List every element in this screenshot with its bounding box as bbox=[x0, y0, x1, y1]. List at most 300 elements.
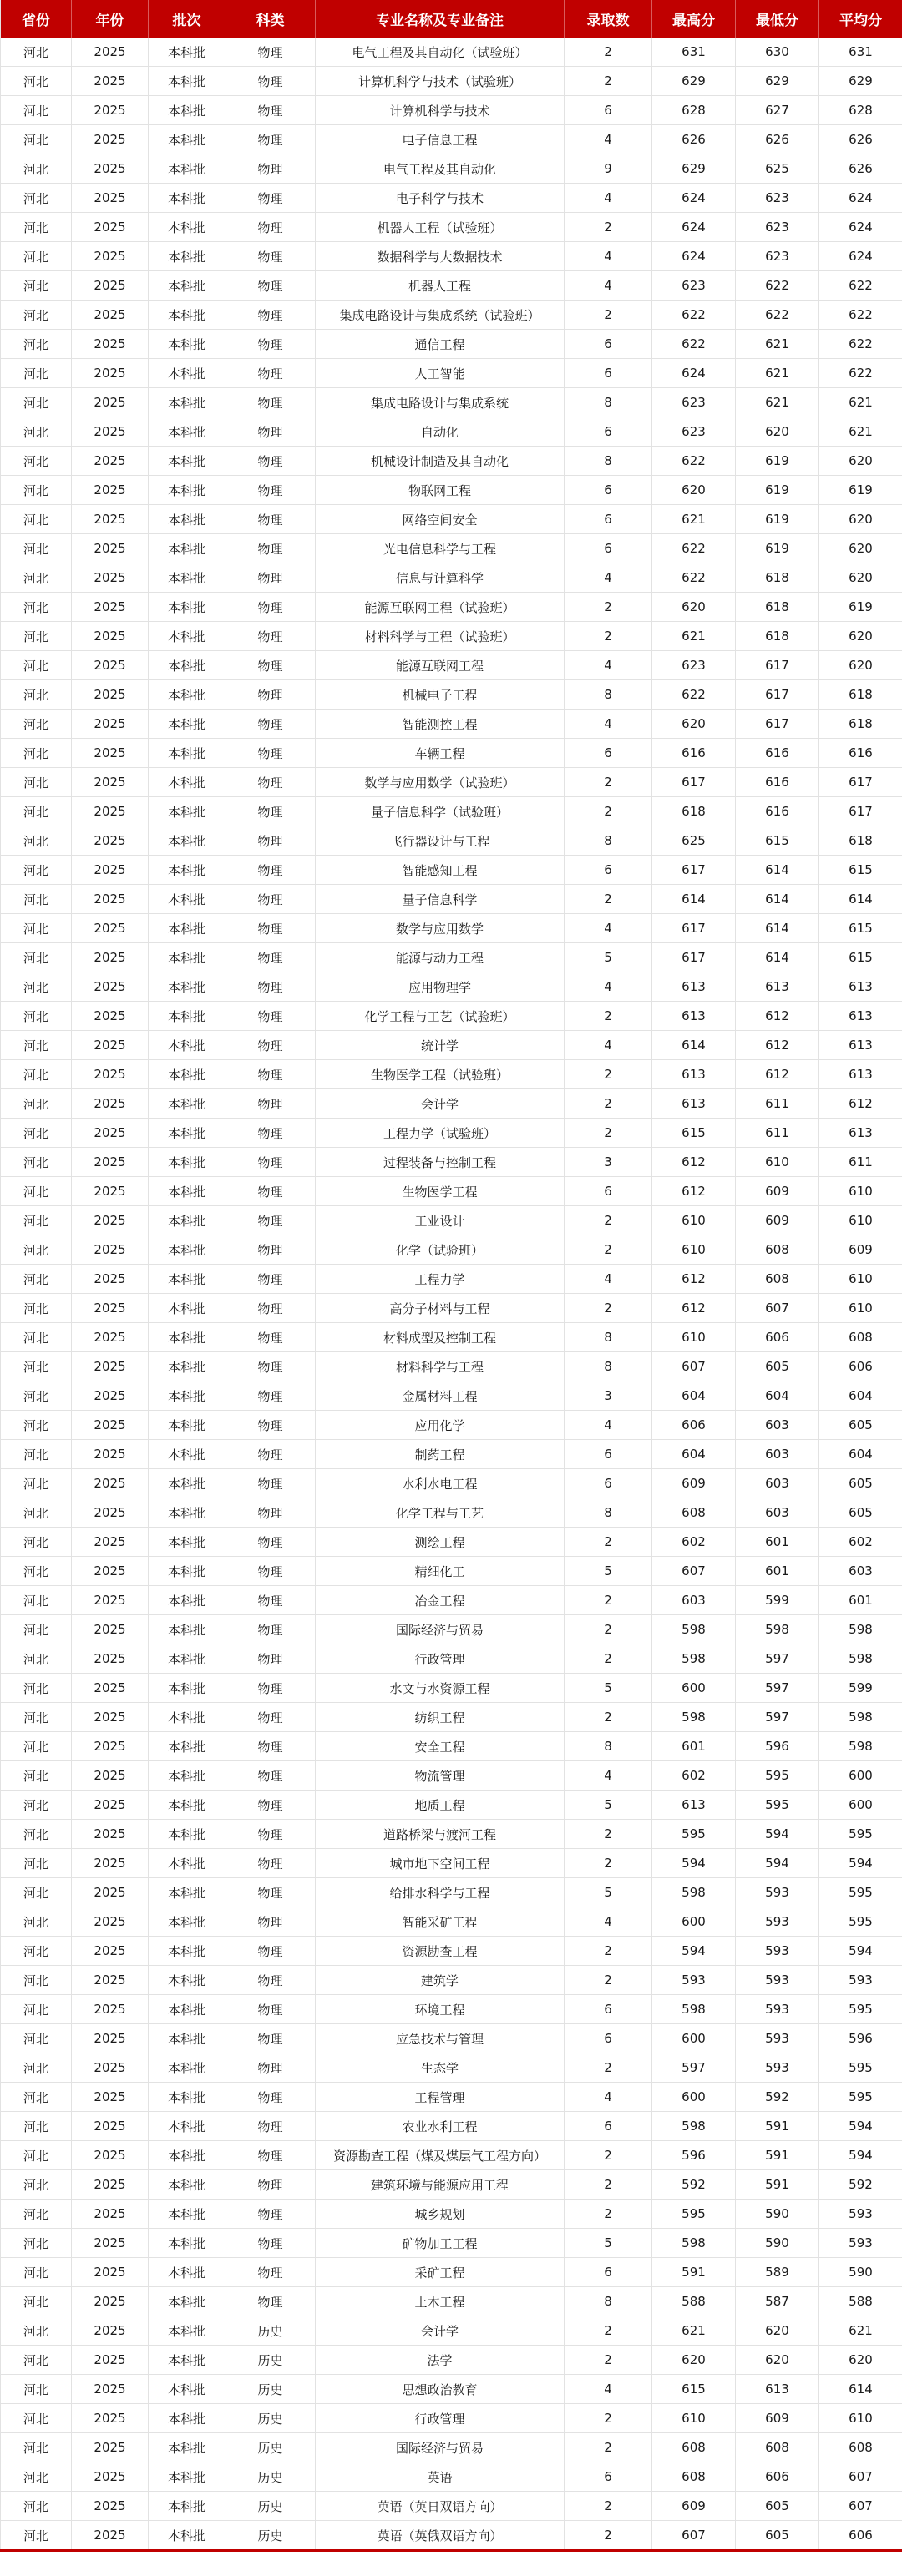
table-row bbox=[1, 1235, 902, 1265]
major-cell: 冶金工程 bbox=[316, 1586, 565, 1615]
batch-cell: 本科批 bbox=[149, 242, 226, 271]
subject-cell: 物理 bbox=[226, 651, 316, 680]
year-cell: 2025 bbox=[72, 2346, 149, 2375]
max-score-cell: 607 bbox=[652, 1352, 736, 1381]
admitted-cell: 6 bbox=[565, 96, 652, 125]
max-score-cell: 608 bbox=[652, 2433, 736, 2462]
subject-cell: 物理 bbox=[226, 271, 316, 301]
admitted-cell: 2 bbox=[565, 1528, 652, 1557]
major-cell: 城市地下空间工程 bbox=[316, 1849, 565, 1878]
admitted-cell: 4 bbox=[565, 972, 652, 1002]
major-cell: 国际经济与贸易 bbox=[316, 1615, 565, 1644]
min-score-cell: 612 bbox=[736, 1002, 819, 1031]
table-row bbox=[1, 622, 902, 651]
max-score-cell: 595 bbox=[652, 2200, 736, 2229]
year-cell: 2025 bbox=[72, 1703, 149, 1732]
batch-cell: 本科批 bbox=[149, 1060, 226, 1089]
table-row bbox=[1, 563, 902, 593]
subject-cell: 物理 bbox=[226, 2053, 316, 2083]
header-avg-score: 平均分 bbox=[819, 0, 902, 38]
admitted-cell: 2 bbox=[565, 1703, 652, 1732]
max-score-cell: 602 bbox=[652, 1761, 736, 1791]
min-score-cell: 620 bbox=[736, 417, 819, 447]
batch-cell: 本科批 bbox=[149, 2462, 226, 2492]
avg-score-cell: 590 bbox=[819, 2258, 902, 2287]
major-cell: 车辆工程 bbox=[316, 739, 565, 768]
admitted-cell: 4 bbox=[565, 651, 652, 680]
max-score-cell: 621 bbox=[652, 622, 736, 651]
max-score-cell: 613 bbox=[652, 1089, 736, 1119]
major-cell: 能源互联网工程（试验班） bbox=[316, 593, 565, 622]
province-cell: 河北 bbox=[1, 2521, 72, 2551]
admitted-cell: 4 bbox=[565, 184, 652, 213]
table-row bbox=[1, 2287, 902, 2316]
min-score-cell: 590 bbox=[736, 2200, 819, 2229]
min-score-cell: 608 bbox=[736, 1235, 819, 1265]
table-row bbox=[1, 1907, 902, 1937]
year-cell: 2025 bbox=[72, 1323, 149, 1352]
major-cell: 矿物加工工程 bbox=[316, 2229, 565, 2258]
max-score-cell: 595 bbox=[652, 1820, 736, 1849]
table-row bbox=[1, 1089, 902, 1119]
batch-cell: 本科批 bbox=[149, 1177, 226, 1206]
province-cell: 河北 bbox=[1, 2287, 72, 2316]
province-cell: 河北 bbox=[1, 2492, 72, 2521]
year-cell: 2025 bbox=[72, 359, 149, 388]
province-cell: 河北 bbox=[1, 1528, 72, 1557]
admitted-cell: 5 bbox=[565, 943, 652, 972]
max-score-cell: 617 bbox=[652, 943, 736, 972]
avg-score-cell: 613 bbox=[819, 1119, 902, 1148]
admitted-cell: 3 bbox=[565, 1381, 652, 1411]
year-cell: 2025 bbox=[72, 2200, 149, 2229]
batch-cell: 本科批 bbox=[149, 2346, 226, 2375]
min-score-cell: 613 bbox=[736, 972, 819, 1002]
province-cell: 河北 bbox=[1, 1206, 72, 1235]
province-cell: 河北 bbox=[1, 1907, 72, 1937]
min-score-cell: 599 bbox=[736, 1586, 819, 1615]
year-cell: 2025 bbox=[72, 1644, 149, 1674]
major-cell: 思想政治教育 bbox=[316, 2375, 565, 2404]
batch-cell: 本科批 bbox=[149, 972, 226, 1002]
admitted-cell: 6 bbox=[565, 1995, 652, 2024]
province-cell: 河北 bbox=[1, 885, 72, 914]
max-score-cell: 623 bbox=[652, 388, 736, 417]
avg-score-cell: 618 bbox=[819, 680, 902, 710]
subject-cell: 物理 bbox=[226, 1089, 316, 1119]
batch-cell: 本科批 bbox=[149, 1820, 226, 1849]
year-cell: 2025 bbox=[72, 476, 149, 505]
major-cell: 光电信息科学与工程 bbox=[316, 534, 565, 563]
year-cell: 2025 bbox=[72, 1148, 149, 1177]
subject-cell: 物理 bbox=[226, 2024, 316, 2053]
avg-score-cell: 622 bbox=[819, 301, 902, 330]
admitted-cell: 5 bbox=[565, 1878, 652, 1907]
year-cell: 2025 bbox=[72, 1031, 149, 1060]
province-cell: 河北 bbox=[1, 1323, 72, 1352]
province-cell: 河北 bbox=[1, 1031, 72, 1060]
avg-score-cell: 619 bbox=[819, 476, 902, 505]
province-cell: 河北 bbox=[1, 1060, 72, 1089]
avg-score-cell: 606 bbox=[819, 1352, 902, 1381]
admitted-cell: 4 bbox=[565, 2083, 652, 2112]
table-row bbox=[1, 1469, 902, 1498]
avg-score-cell: 598 bbox=[819, 1644, 902, 1674]
admitted-cell: 2 bbox=[565, 213, 652, 242]
major-cell: 生物医学工程（试验班） bbox=[316, 1060, 565, 1089]
province-cell: 河北 bbox=[1, 1381, 72, 1411]
province-cell: 河北 bbox=[1, 1294, 72, 1323]
max-score-cell: 609 bbox=[652, 2492, 736, 2521]
table-row bbox=[1, 125, 902, 154]
batch-cell: 本科批 bbox=[149, 1703, 226, 1732]
subject-cell: 历史 bbox=[226, 2375, 316, 2404]
avg-score-cell: 631 bbox=[819, 38, 902, 67]
batch-cell: 本科批 bbox=[149, 1674, 226, 1703]
year-cell: 2025 bbox=[72, 505, 149, 534]
max-score-cell: 622 bbox=[652, 563, 736, 593]
admitted-cell: 6 bbox=[565, 330, 652, 359]
subject-cell: 物理 bbox=[226, 914, 316, 943]
batch-cell: 本科批 bbox=[149, 680, 226, 710]
table-row bbox=[1, 1528, 902, 1557]
header-max-score: 最高分 bbox=[652, 0, 736, 38]
table-row bbox=[1, 388, 902, 417]
major-cell: 智能采矿工程 bbox=[316, 1907, 565, 1937]
major-cell: 应急技术与管理 bbox=[316, 2024, 565, 2053]
province-cell: 河北 bbox=[1, 2112, 72, 2141]
year-cell: 2025 bbox=[72, 2141, 149, 2170]
subject-cell: 物理 bbox=[226, 1615, 316, 1644]
table-row bbox=[1, 1323, 902, 1352]
subject-cell: 物理 bbox=[226, 1849, 316, 1878]
avg-score-cell: 595 bbox=[819, 1820, 902, 1849]
subject-cell: 物理 bbox=[226, 797, 316, 826]
year-cell: 2025 bbox=[72, 2492, 149, 2521]
admitted-cell: 6 bbox=[565, 1469, 652, 1498]
major-cell: 化学工程与工艺 bbox=[316, 1498, 565, 1528]
subject-cell: 物理 bbox=[226, 622, 316, 651]
subject-cell: 历史 bbox=[226, 2433, 316, 2462]
min-score-cell: 609 bbox=[736, 1206, 819, 1235]
min-score-cell: 629 bbox=[736, 67, 819, 96]
year-cell: 2025 bbox=[72, 1966, 149, 1995]
min-score-cell: 605 bbox=[736, 2492, 819, 2521]
batch-cell: 本科批 bbox=[149, 622, 226, 651]
batch-cell: 本科批 bbox=[149, 301, 226, 330]
year-cell: 2025 bbox=[72, 1732, 149, 1761]
table-row bbox=[1, 2229, 902, 2258]
min-score-cell: 597 bbox=[736, 1644, 819, 1674]
admitted-cell: 4 bbox=[565, 271, 652, 301]
year-cell: 2025 bbox=[72, 67, 149, 96]
admitted-cell: 2 bbox=[565, 2521, 652, 2551]
major-cell: 数学与应用数学 bbox=[316, 914, 565, 943]
min-score-cell: 616 bbox=[736, 768, 819, 797]
admitted-cell: 6 bbox=[565, 2258, 652, 2287]
batch-cell: 本科批 bbox=[149, 359, 226, 388]
batch-cell: 本科批 bbox=[149, 125, 226, 154]
min-score-cell: 605 bbox=[736, 2521, 819, 2551]
year-cell: 2025 bbox=[72, 154, 149, 184]
header-row bbox=[1, 0, 902, 38]
max-score-cell: 629 bbox=[652, 67, 736, 96]
major-cell: 资源勘查工程 bbox=[316, 1937, 565, 1966]
min-score-cell: 626 bbox=[736, 125, 819, 154]
table-row bbox=[1, 242, 902, 271]
avg-score-cell: 615 bbox=[819, 914, 902, 943]
year-cell: 2025 bbox=[72, 2521, 149, 2551]
batch-cell: 本科批 bbox=[149, 1031, 226, 1060]
year-cell: 2025 bbox=[72, 710, 149, 739]
table-row bbox=[1, 1615, 902, 1644]
province-cell: 河北 bbox=[1, 1586, 72, 1615]
year-cell: 2025 bbox=[72, 1235, 149, 1265]
province-cell: 河北 bbox=[1, 1820, 72, 1849]
admitted-cell: 6 bbox=[565, 359, 652, 388]
province-cell: 河北 bbox=[1, 1703, 72, 1732]
subject-cell: 物理 bbox=[226, 1323, 316, 1352]
year-cell: 2025 bbox=[72, 1615, 149, 1644]
subject-cell: 物理 bbox=[226, 1031, 316, 1060]
batch-cell: 本科批 bbox=[149, 388, 226, 417]
admitted-cell: 4 bbox=[565, 1265, 652, 1294]
table-row bbox=[1, 1937, 902, 1966]
province-cell: 河北 bbox=[1, 2229, 72, 2258]
major-cell: 人工智能 bbox=[316, 359, 565, 388]
subject-cell: 物理 bbox=[226, 2083, 316, 2112]
year-cell: 2025 bbox=[72, 1002, 149, 1031]
avg-score-cell: 600 bbox=[819, 1761, 902, 1791]
province-cell: 河北 bbox=[1, 417, 72, 447]
table-row bbox=[1, 2083, 902, 2112]
subject-cell: 物理 bbox=[226, 1966, 316, 1995]
min-score-cell: 609 bbox=[736, 2404, 819, 2433]
major-cell: 水文与水资源工程 bbox=[316, 1674, 565, 1703]
year-cell: 2025 bbox=[72, 1265, 149, 1294]
batch-cell: 本科批 bbox=[149, 67, 226, 96]
subject-cell: 物理 bbox=[226, 1119, 316, 1148]
max-score-cell: 598 bbox=[652, 1995, 736, 2024]
table-row bbox=[1, 1031, 902, 1060]
year-cell: 2025 bbox=[72, 651, 149, 680]
major-cell: 网络空间安全 bbox=[316, 505, 565, 534]
subject-cell: 物理 bbox=[226, 710, 316, 739]
avg-score-cell: 621 bbox=[819, 417, 902, 447]
max-score-cell: 612 bbox=[652, 1148, 736, 1177]
admitted-cell: 2 bbox=[565, 797, 652, 826]
table-row bbox=[1, 2141, 902, 2170]
batch-cell: 本科批 bbox=[149, 885, 226, 914]
subject-cell: 物理 bbox=[226, 2287, 316, 2316]
year-cell: 2025 bbox=[72, 622, 149, 651]
subject-cell: 物理 bbox=[226, 1995, 316, 2024]
min-score-cell: 613 bbox=[736, 2375, 819, 2404]
major-cell: 金属材料工程 bbox=[316, 1381, 565, 1411]
subject-cell: 物理 bbox=[226, 330, 316, 359]
avg-score-cell: 595 bbox=[819, 2053, 902, 2083]
province-cell: 河北 bbox=[1, 242, 72, 271]
max-score-cell: 621 bbox=[652, 505, 736, 534]
major-cell: 智能测控工程 bbox=[316, 710, 565, 739]
province-cell: 河北 bbox=[1, 2404, 72, 2433]
admitted-cell: 6 bbox=[565, 856, 652, 885]
max-score-cell: 610 bbox=[652, 2404, 736, 2433]
avg-score-cell: 596 bbox=[819, 2024, 902, 2053]
min-score-cell: 614 bbox=[736, 856, 819, 885]
admitted-cell: 6 bbox=[565, 1440, 652, 1469]
max-score-cell: 597 bbox=[652, 2053, 736, 2083]
year-cell: 2025 bbox=[72, 739, 149, 768]
subject-cell: 物理 bbox=[226, 739, 316, 768]
subject-cell: 物理 bbox=[226, 1791, 316, 1820]
batch-cell: 本科批 bbox=[149, 768, 226, 797]
province-cell: 河北 bbox=[1, 1352, 72, 1381]
avg-score-cell: 594 bbox=[819, 2141, 902, 2170]
subject-cell: 物理 bbox=[226, 856, 316, 885]
avg-score-cell: 612 bbox=[819, 1089, 902, 1119]
subject-cell: 物理 bbox=[226, 359, 316, 388]
year-cell: 2025 bbox=[72, 1177, 149, 1206]
batch-cell: 本科批 bbox=[149, 1411, 226, 1440]
avg-score-cell: 622 bbox=[819, 271, 902, 301]
table-row bbox=[1, 593, 902, 622]
avg-score-cell: 610 bbox=[819, 1294, 902, 1323]
subject-cell: 物理 bbox=[226, 1820, 316, 1849]
batch-cell: 本科批 bbox=[149, 505, 226, 534]
province-cell: 河北 bbox=[1, 2433, 72, 2462]
year-cell: 2025 bbox=[72, 2375, 149, 2404]
admitted-cell: 4 bbox=[565, 710, 652, 739]
min-score-cell: 616 bbox=[736, 797, 819, 826]
table-row bbox=[1, 505, 902, 534]
subject-cell: 物理 bbox=[226, 1235, 316, 1265]
year-cell: 2025 bbox=[72, 271, 149, 301]
province-cell: 河北 bbox=[1, 38, 72, 67]
avg-score-cell: 598 bbox=[819, 1615, 902, 1644]
max-score-cell: 594 bbox=[652, 1849, 736, 1878]
province-cell: 河北 bbox=[1, 1761, 72, 1791]
major-cell: 化学工程与工艺（试验班） bbox=[316, 1002, 565, 1031]
max-score-cell: 620 bbox=[652, 593, 736, 622]
admitted-cell: 8 bbox=[565, 1323, 652, 1352]
table-row bbox=[1, 359, 902, 388]
batch-cell: 本科批 bbox=[149, 154, 226, 184]
table-row bbox=[1, 768, 902, 797]
min-score-cell: 591 bbox=[736, 2170, 819, 2200]
batch-cell: 本科批 bbox=[149, 38, 226, 67]
admitted-cell: 4 bbox=[565, 125, 652, 154]
batch-cell: 本科批 bbox=[149, 1498, 226, 1528]
major-cell: 机器人工程 bbox=[316, 271, 565, 301]
major-cell: 集成电路设计与集成系统 bbox=[316, 388, 565, 417]
table-row bbox=[1, 2492, 902, 2521]
admitted-cell: 2 bbox=[565, 1119, 652, 1148]
max-score-cell: 598 bbox=[652, 1644, 736, 1674]
major-cell: 机械设计制造及其自动化 bbox=[316, 447, 565, 476]
avg-score-cell: 624 bbox=[819, 184, 902, 213]
year-cell: 2025 bbox=[72, 1469, 149, 1498]
min-score-cell: 593 bbox=[736, 2053, 819, 2083]
avg-score-cell: 601 bbox=[819, 1586, 902, 1615]
year-cell: 2025 bbox=[72, 856, 149, 885]
subject-cell: 物理 bbox=[226, 2112, 316, 2141]
min-score-cell: 619 bbox=[736, 447, 819, 476]
year-cell: 2025 bbox=[72, 125, 149, 154]
avg-score-cell: 620 bbox=[819, 563, 902, 593]
subject-cell: 物理 bbox=[226, 1761, 316, 1791]
admitted-cell: 2 bbox=[565, 1937, 652, 1966]
admitted-cell: 4 bbox=[565, 2375, 652, 2404]
admitted-cell: 2 bbox=[565, 1644, 652, 1674]
max-score-cell: 594 bbox=[652, 1937, 736, 1966]
avg-score-cell: 602 bbox=[819, 1528, 902, 1557]
min-score-cell: 620 bbox=[736, 2316, 819, 2346]
max-score-cell: 591 bbox=[652, 2258, 736, 2287]
major-cell: 材料科学与工程 bbox=[316, 1352, 565, 1381]
table-row bbox=[1, 1644, 902, 1674]
year-cell: 2025 bbox=[72, 1411, 149, 1440]
batch-cell: 本科批 bbox=[149, 330, 226, 359]
subject-cell: 物理 bbox=[226, 1352, 316, 1381]
batch-cell: 本科批 bbox=[149, 1849, 226, 1878]
header-province: 省份 bbox=[1, 0, 72, 38]
subject-cell: 物理 bbox=[226, 1148, 316, 1177]
min-score-cell: 589 bbox=[736, 2258, 819, 2287]
avg-score-cell: 592 bbox=[819, 2170, 902, 2200]
table-row bbox=[1, 1294, 902, 1323]
avg-score-cell: 620 bbox=[819, 505, 902, 534]
major-cell: 物流管理 bbox=[316, 1761, 565, 1791]
min-score-cell: 625 bbox=[736, 154, 819, 184]
province-cell: 河北 bbox=[1, 972, 72, 1002]
batch-cell: 本科批 bbox=[149, 1557, 226, 1586]
admitted-cell: 2 bbox=[565, 1615, 652, 1644]
max-score-cell: 614 bbox=[652, 885, 736, 914]
min-score-cell: 611 bbox=[736, 1089, 819, 1119]
batch-cell: 本科批 bbox=[149, 1937, 226, 1966]
subject-cell: 物理 bbox=[226, 242, 316, 271]
admitted-cell: 2 bbox=[565, 2053, 652, 2083]
subject-cell: 历史 bbox=[226, 2492, 316, 2521]
subject-cell: 物理 bbox=[226, 1644, 316, 1674]
batch-cell: 本科批 bbox=[149, 534, 226, 563]
avg-score-cell: 617 bbox=[819, 768, 902, 797]
year-cell: 2025 bbox=[72, 1586, 149, 1615]
major-cell: 土木工程 bbox=[316, 2287, 565, 2316]
major-cell: 电气工程及其自动化 bbox=[316, 154, 565, 184]
avg-score-cell: 628 bbox=[819, 96, 902, 125]
table-row bbox=[1, 447, 902, 476]
major-cell: 生态学 bbox=[316, 2053, 565, 2083]
avg-score-cell: 619 bbox=[819, 593, 902, 622]
max-score-cell: 616 bbox=[652, 739, 736, 768]
batch-cell: 本科批 bbox=[149, 826, 226, 856]
subject-cell: 物理 bbox=[226, 593, 316, 622]
year-cell: 2025 bbox=[72, 1820, 149, 1849]
min-score-cell: 622 bbox=[736, 271, 819, 301]
province-cell: 河北 bbox=[1, 476, 72, 505]
major-cell: 建筑学 bbox=[316, 1966, 565, 1995]
batch-cell: 本科批 bbox=[149, 1791, 226, 1820]
min-score-cell: 617 bbox=[736, 680, 819, 710]
province-cell: 河北 bbox=[1, 1732, 72, 1761]
subject-cell: 物理 bbox=[226, 67, 316, 96]
batch-cell: 本科批 bbox=[149, 1381, 226, 1411]
min-score-cell: 601 bbox=[736, 1557, 819, 1586]
batch-cell: 本科批 bbox=[149, 1119, 226, 1148]
max-score-cell: 609 bbox=[652, 1469, 736, 1498]
